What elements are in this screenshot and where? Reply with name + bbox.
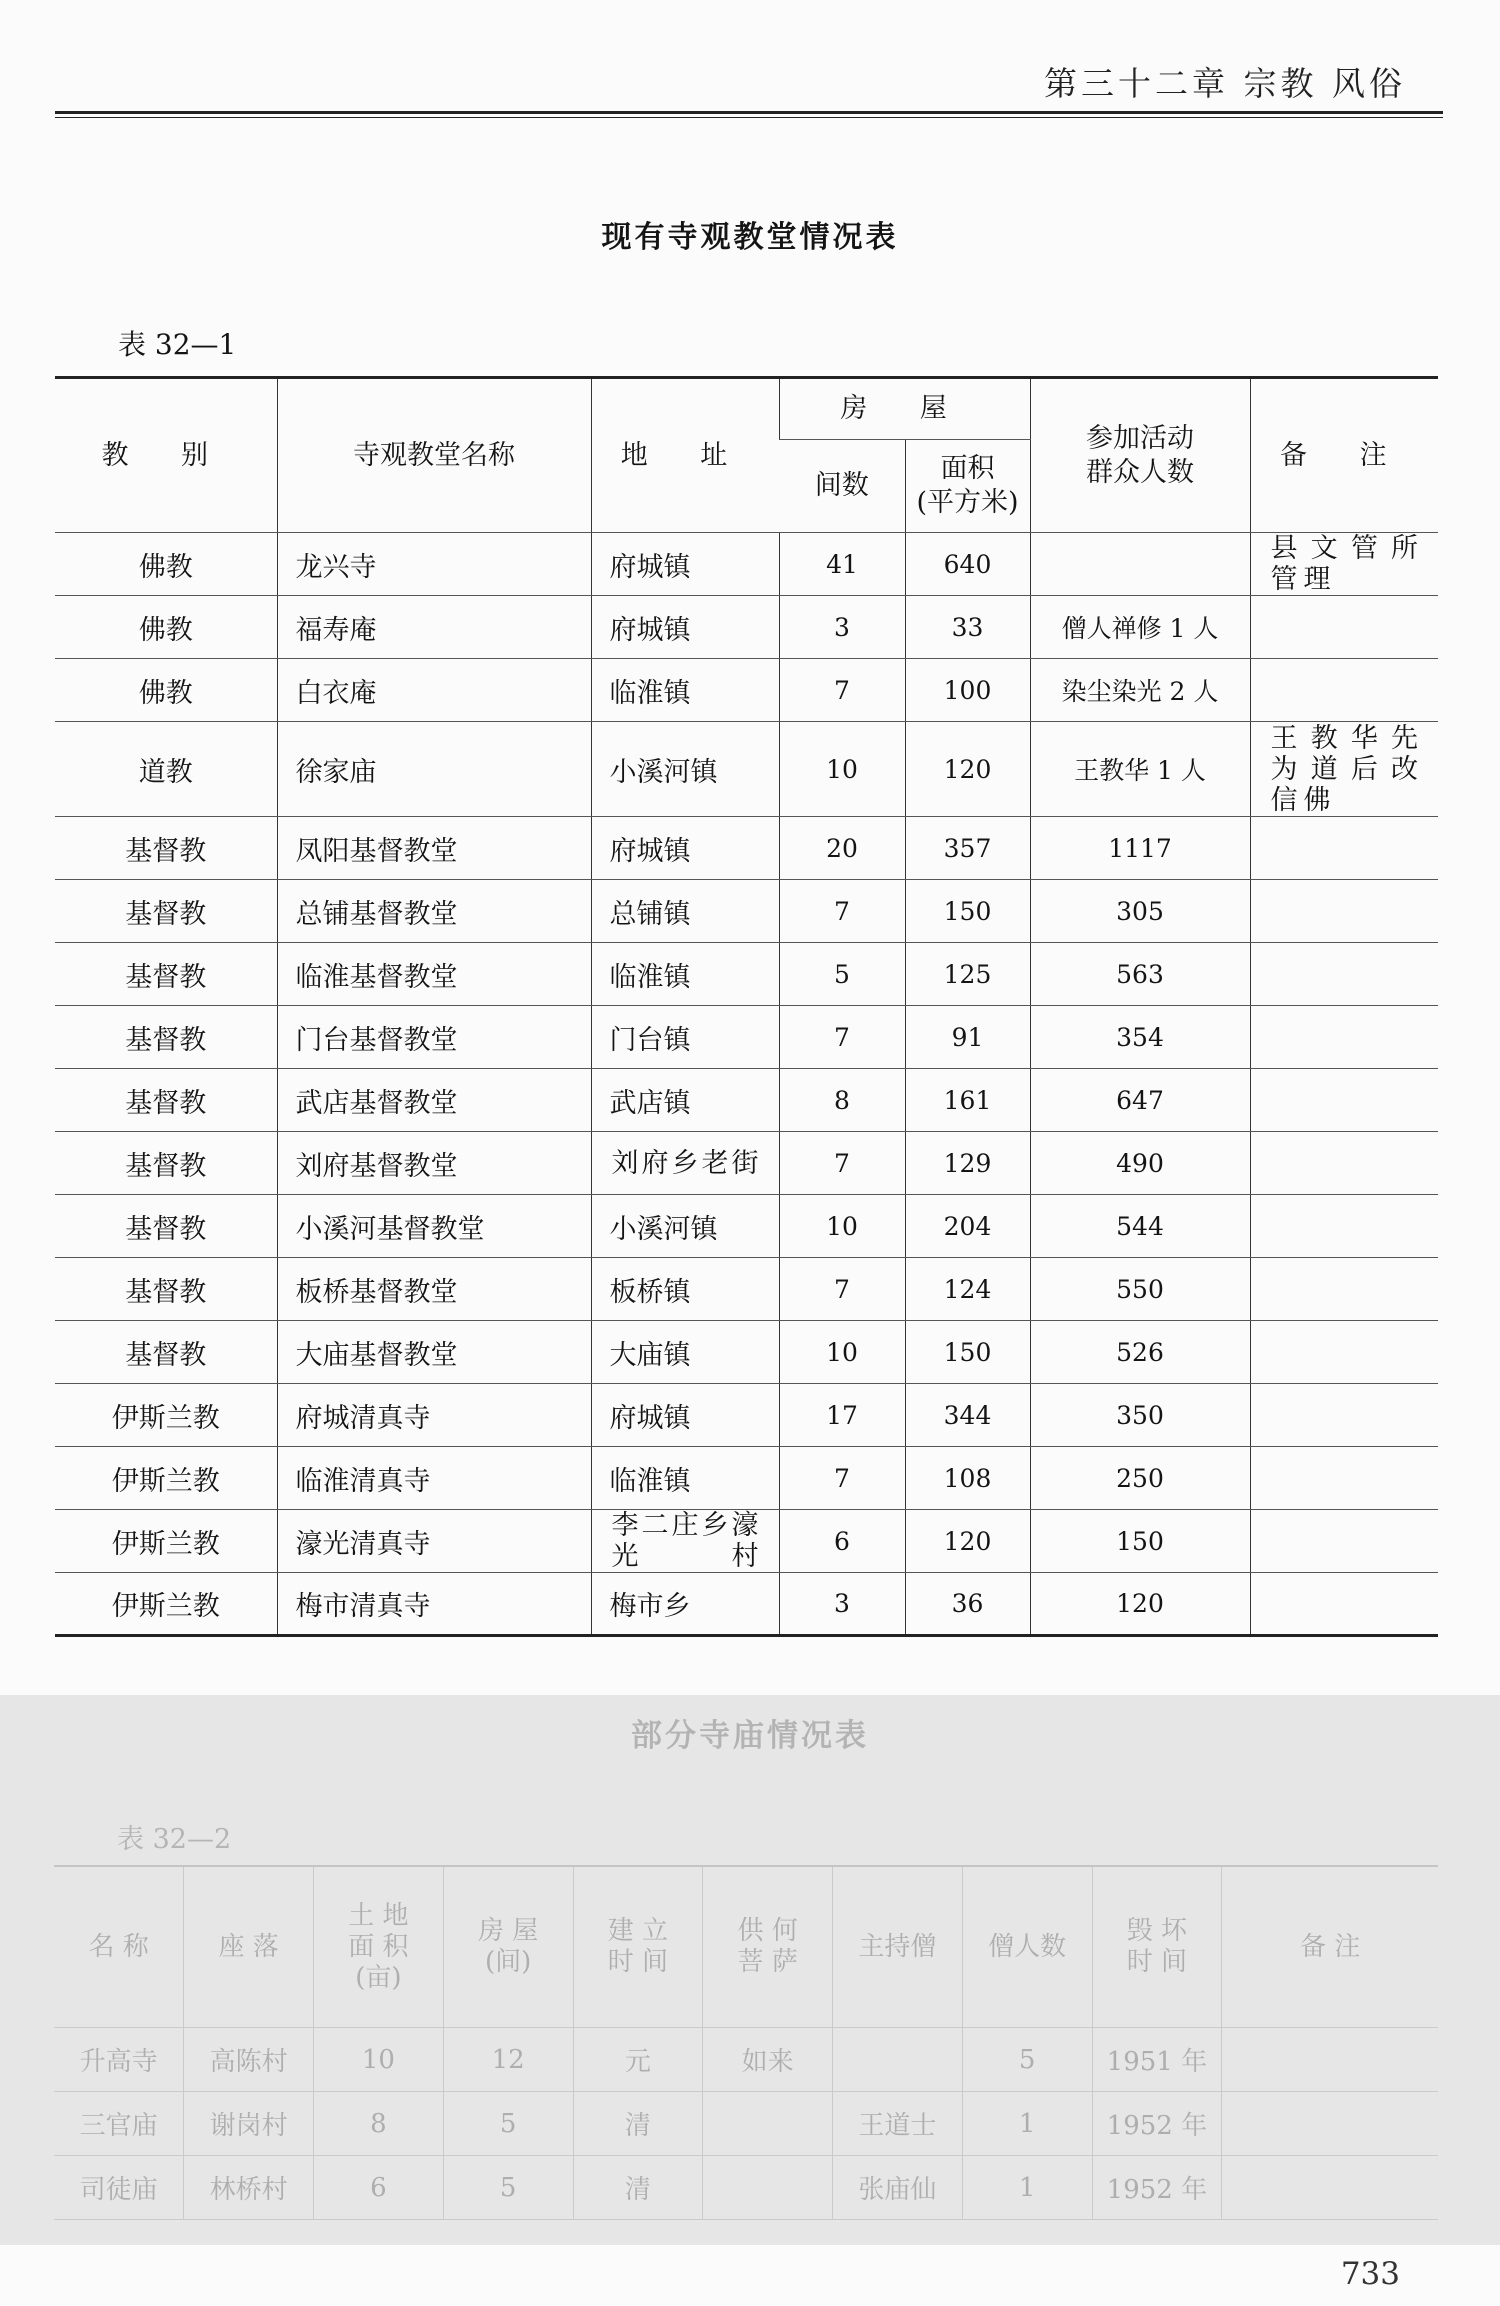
cell-name: 福寿庵 [277, 596, 591, 659]
cell-note [1250, 1132, 1438, 1195]
cell-note [1250, 1006, 1438, 1069]
t2-cell-built: 元 [573, 2028, 703, 2092]
t2-cell-name: 司徒庙 [54, 2156, 184, 2220]
cell-participants: 120 [1030, 1573, 1250, 1636]
table-row [55, 880, 1438, 943]
cell-religion: 基督教 [55, 1069, 277, 1132]
cell-participants: 354 [1030, 1006, 1250, 1069]
cell-name: 刘府基督教堂 [277, 1132, 591, 1195]
cell-area: 120 [905, 722, 1030, 817]
cell-address: 门台镇 [591, 1006, 779, 1069]
cell-rooms: 8 [779, 1069, 905, 1132]
running-header: 第三十二章 宗教 风俗 [1044, 64, 1406, 103]
cell-religion: 基督教 [55, 1006, 277, 1069]
t2-header-monks: 僧人数 [962, 1866, 1092, 2028]
cell-religion: 伊斯兰教 [55, 1384, 277, 1447]
header-building: 房 屋 [779, 378, 1030, 440]
t2-header-name: 名 称 [54, 1866, 184, 2028]
cell-area: 120 [905, 1510, 1030, 1573]
header-participants-line2: 群众人数 [1086, 456, 1194, 488]
cell-note [1250, 1069, 1438, 1132]
cell-name: 白衣庵 [277, 659, 591, 722]
cell-area: 108 [905, 1447, 1030, 1510]
table-row [55, 1132, 1438, 1195]
t2-cell-deity [703, 2092, 833, 2156]
cell-religion: 基督教 [55, 1258, 277, 1321]
cell-religion: 道教 [55, 722, 277, 817]
cell-address: 府城镇 [591, 1384, 779, 1447]
t2-header-destroyed-line1: 毁 坏 [1126, 1916, 1187, 1946]
table-row [55, 1573, 1438, 1636]
cell-address: 小溪河镇 [591, 722, 779, 817]
cell-rooms: 7 [779, 880, 905, 943]
t2-header-house-line2: (间) [484, 1947, 532, 1977]
cell-participants: 647 [1030, 1069, 1250, 1132]
cell-area: 161 [905, 1069, 1030, 1132]
t2-header-destroyed [1092, 1866, 1222, 2028]
cell-rooms: 41 [779, 533, 905, 596]
cell-religion: 伊斯兰教 [111, 1591, 220, 1622]
t2-cell-land: 8 [314, 2092, 444, 2156]
table-row [55, 1321, 1438, 1384]
cell-religion: 伊斯兰教 [55, 1510, 277, 1573]
t2-header-land-line1: 土 地 [348, 1900, 409, 1931]
cell-rooms: 6 [779, 1510, 905, 1573]
cell-participants: 490 [1030, 1132, 1250, 1195]
cell-religion: 佛教 [55, 533, 277, 596]
table1-title: 现有寺观教堂情况表 [601, 220, 899, 255]
cell-area: 150 [905, 1321, 1030, 1384]
header-address: 地 址 [591, 378, 779, 533]
cell-name: 小溪河基督教堂 [277, 1195, 591, 1258]
cell-note [1250, 880, 1438, 943]
cell-participants: 王教华 1 人 [1030, 722, 1250, 817]
cell-note [1250, 1384, 1438, 1447]
cell-rooms: 7 [779, 1447, 905, 1510]
t2-cell-land: 10 [314, 2028, 444, 2092]
table2-label: 表 32—2 [117, 1824, 232, 1855]
cell-area: 357 [905, 817, 1030, 880]
cell-religion: 基督教 [55, 1195, 277, 1258]
cell-rooms: 7 [779, 1006, 905, 1069]
cell-rooms: 17 [779, 1384, 905, 1447]
table-row [55, 722, 1438, 817]
cell-area: 129 [905, 1132, 1030, 1195]
cell-address: 梅市乡 [591, 1573, 779, 1636]
cell-note [1250, 943, 1438, 1006]
cell-name: 濠光清真寺 [277, 1510, 591, 1573]
table-row [55, 596, 1438, 659]
cell-rooms: 10 [779, 1195, 905, 1258]
t2-cell-house: 5 [443, 2156, 573, 2220]
cell-address: 板桥镇 [591, 1258, 779, 1321]
t2-cell-monks: 1 [962, 2092, 1092, 2156]
cell-participants: 305 [1030, 880, 1250, 943]
cell-rooms: 7 [779, 659, 905, 722]
cell-area: 125 [905, 943, 1030, 1006]
t2-cell-built: 清 [573, 2156, 703, 2220]
t2-header-deity-line1: 供 何 [737, 1916, 798, 1946]
t2-cell-house: 12 [443, 2028, 573, 2092]
table-row [54, 2092, 1438, 2156]
cell-rooms: 7 [779, 1132, 905, 1195]
t2-cell-house: 5 [443, 2092, 573, 2156]
cell-participants: 1117 [1030, 817, 1250, 880]
t2-cell-destroyed: 1952 年 [1092, 2156, 1222, 2220]
cell-address: 李二庄乡濠光村 [591, 1510, 779, 1573]
cell-name: 临淮清真寺 [277, 1447, 591, 1510]
header-area [905, 440, 1030, 533]
cell-note [1250, 1321, 1438, 1384]
cell-participants: 染尘染光 2 人 [1030, 659, 1250, 722]
cell-participants: 350 [1030, 1384, 1250, 1447]
t2-header-deity [703, 1866, 833, 2028]
table-row [54, 2156, 1438, 2220]
table-row [55, 659, 1438, 722]
cell-address: 大庙镇 [591, 1321, 779, 1384]
t2-header-built-line2: 时 间 [607, 1947, 668, 1977]
header-religion: 教 别 [55, 378, 277, 533]
cell-religion: 基督教 [55, 943, 277, 1006]
cell-name: 板桥基督教堂 [277, 1258, 591, 1321]
t2-cell-monks: 1 [962, 2156, 1092, 2220]
cell-name: 临淮基督教堂 [277, 943, 591, 1006]
t2-header-house-line1: 房 屋 [477, 1916, 539, 1946]
table-row [55, 1510, 1438, 1573]
cell-religion: 基督教 [55, 1132, 277, 1195]
cell-address: 武店镇 [591, 1069, 779, 1132]
cell-name: 大庙基督教堂 [277, 1321, 591, 1384]
cell-participants: 550 [1030, 1258, 1250, 1321]
cell-rooms: 10 [779, 722, 905, 817]
t2-cell-note [1222, 2156, 1438, 2220]
table-row [55, 943, 1438, 1006]
t2-cell-location: 高陈村 [184, 2028, 314, 2092]
cell-address: 刘府乡老街 [591, 1132, 779, 1195]
cell-area: 91 [905, 1006, 1030, 1069]
t2-cell-abbot: 张庙仙 [833, 2156, 963, 2220]
page-number: 733 [1340, 2256, 1400, 2292]
cell-note [1250, 1195, 1438, 1258]
t2-header-deity-line2: 菩 萨 [737, 1947, 798, 1977]
cell-note [1250, 596, 1438, 659]
cell-area: 33 [905, 596, 1030, 659]
t2-header-land [314, 1866, 444, 2028]
cell-religion: 佛教 [55, 659, 277, 722]
header-rooms: 间数 [779, 440, 905, 533]
cell-note [1250, 1573, 1438, 1636]
cell-name: 徐家庙 [277, 722, 591, 817]
cell-rooms: 10 [779, 1321, 905, 1384]
t2-cell-destroyed: 1951 年 [1092, 2028, 1222, 2092]
table-row [55, 1384, 1438, 1447]
cell-address: 临淮镇 [591, 943, 779, 1006]
header-area-line2: (平方米) [916, 487, 1019, 518]
t2-header-land-line2: 面 积 [348, 1931, 409, 1962]
cell-name: 龙兴寺 [277, 533, 591, 596]
table-row [54, 2028, 1438, 2092]
cell-participants: 544 [1030, 1195, 1250, 1258]
cell-area: 36 [905, 1573, 1030, 1636]
cell-area: 100 [905, 659, 1030, 722]
header-area-line1: 面积 [940, 453, 995, 484]
t2-cell-destroyed: 1952 年 [1092, 2092, 1222, 2156]
t2-cell-monks: 5 [962, 2028, 1092, 2092]
cell-note: 县文管所管理 [1250, 533, 1438, 596]
t2-cell-name: 三官庙 [54, 2092, 184, 2156]
header-note: 备 注 [1250, 378, 1438, 533]
cell-note [1250, 1447, 1438, 1510]
table1-label: 表 32—1 [118, 328, 237, 361]
cell-name: 府城清真寺 [277, 1384, 591, 1447]
t2-cell-name: 升高寺 [54, 2028, 184, 2092]
t2-header-built-line1: 建 立 [607, 1916, 668, 1946]
table2-title: 部分寺庙情况表 [631, 1718, 869, 1754]
table-row [55, 1195, 1438, 1258]
table-row [55, 1447, 1438, 1510]
cell-area: 150 [905, 880, 1030, 943]
cell-rooms: 3 [779, 1573, 905, 1636]
cell-rooms: 3 [779, 596, 905, 659]
t2-cell-location: 谢岗村 [184, 2092, 314, 2156]
cell-area: 124 [905, 1258, 1030, 1321]
table-row [55, 1006, 1438, 1069]
t2-header-location: 座 落 [184, 1866, 314, 2028]
cell-religion: 基督教 [55, 880, 277, 943]
t2-header-built [573, 1866, 703, 2028]
cell-participants: 僧人禅修 1 人 [1030, 596, 1250, 659]
cell-religion: 基督教 [55, 1321, 277, 1384]
t2-cell-deity [703, 2156, 833, 2220]
cell-religion: 伊斯兰教 [55, 1447, 277, 1510]
cell-participants: 250 [1030, 1447, 1250, 1510]
religious-sites-table [55, 376, 1438, 1637]
t2-cell-built: 清 [573, 2092, 703, 2156]
table-row [55, 533, 1438, 596]
cell-note: 王教华先为道后改信佛 [1250, 722, 1438, 817]
cell-area: 640 [905, 533, 1030, 596]
header-participants [1030, 378, 1250, 533]
header-rule [55, 111, 1443, 114]
t2-header-abbot: 主持僧 [833, 1866, 963, 2028]
cell-name: 门台基督教堂 [277, 1006, 591, 1069]
cell-address: 府城镇 [591, 596, 779, 659]
cell-participants: 563 [1030, 943, 1250, 1006]
t2-cell-abbot [833, 2028, 963, 2092]
header-participants-line1: 参加活动 [1086, 422, 1194, 454]
t2-cell-deity: 如来 [703, 2028, 833, 2092]
cell-address: 临淮镇 [591, 659, 779, 722]
cell-address: 府城镇 [591, 533, 779, 596]
table-row [55, 1069, 1438, 1132]
cell-participants: 150 [1030, 1510, 1250, 1573]
cell-rooms: 5 [779, 943, 905, 1006]
cell-name: 武店基督教堂 [277, 1069, 591, 1132]
cell-area: 204 [905, 1195, 1030, 1258]
cell-address: 府城镇 [591, 817, 779, 880]
t2-header-house [443, 1866, 573, 2028]
t2-cell-location: 林桥村 [184, 2156, 314, 2220]
cell-religion: 佛教 [55, 596, 277, 659]
cell-note [1250, 817, 1438, 880]
cell-rooms: 20 [779, 817, 905, 880]
t2-cell-note [1222, 2092, 1438, 2156]
t2-header-destroyed-line2: 时 间 [1126, 1947, 1187, 1977]
cell-name: 总铺基督教堂 [277, 880, 591, 943]
cell-name: 梅市清真寺 [277, 1573, 591, 1636]
table-row [55, 1258, 1438, 1321]
cell-participants [1030, 533, 1250, 596]
cell-name: 凤阳基督教堂 [277, 817, 591, 880]
cell-note [1250, 659, 1438, 722]
cell-note [1250, 1510, 1438, 1573]
header-rule-thin [55, 117, 1443, 118]
cell-address: 总铺镇 [591, 880, 779, 943]
cell-religion: 基督教 [55, 817, 277, 880]
cell-rooms: 7 [779, 1258, 905, 1321]
temples-table [54, 1865, 1438, 2220]
cell-area: 344 [905, 1384, 1030, 1447]
cell-address: 小溪河镇 [591, 1195, 779, 1258]
header-name: 寺观教堂名称 [277, 378, 591, 533]
table-row [55, 817, 1438, 880]
t2-header-land-line3: (亩) [355, 1962, 402, 1993]
t2-header-note: 备 注 [1222, 1866, 1438, 2028]
t2-cell-land: 6 [314, 2156, 444, 2220]
t2-cell-note [1222, 2028, 1438, 2092]
cell-address: 临淮镇 [591, 1447, 779, 1510]
cell-participants: 526 [1030, 1321, 1250, 1384]
t2-cell-abbot: 王道士 [833, 2092, 963, 2156]
cell-note [1250, 1258, 1438, 1321]
